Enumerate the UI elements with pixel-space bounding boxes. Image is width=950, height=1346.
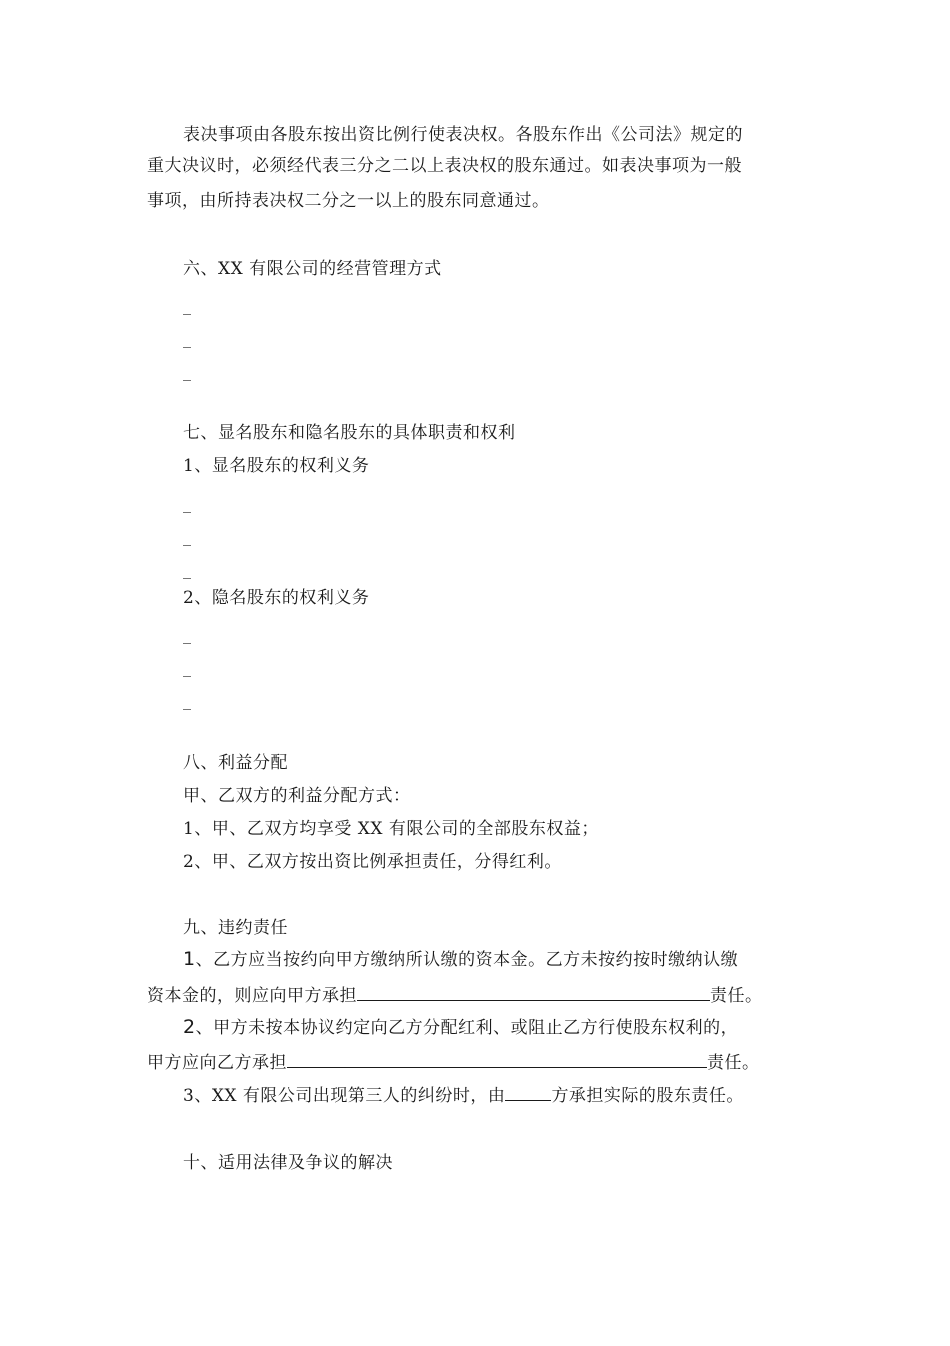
item-text: 、甲方未按本协议约定向乙方分配红利、或阻止乙方行使股东权利的， xyxy=(195,1018,739,1038)
list-item-continuation xyxy=(147,982,763,1008)
item-text: 责任。 xyxy=(710,986,763,1006)
list-item: 1、甲、乙双方均享受 XX 有限公司的全部股东权益； xyxy=(183,819,599,839)
placeholder-dash: _ xyxy=(183,658,191,677)
list-item xyxy=(183,947,738,972)
paragraph-line: 甲、乙双方的利益分配方式： xyxy=(183,786,411,806)
placeholder-dash: _ xyxy=(183,329,191,348)
section-heading: 七、显名股东和隐名股东的具体职责和权利 xyxy=(183,423,516,443)
paragraph-line: 表决事项由各股东按出资比例行使表决权。各股东作出《公司法》规定的 xyxy=(183,125,743,145)
list-item: 2、甲、乙双方按出资比例承担责任，分得红利。 xyxy=(183,852,562,872)
item-text: 责任。 xyxy=(707,1053,760,1073)
fill-in-blank xyxy=(505,1082,551,1101)
list-item-continuation xyxy=(147,1049,760,1075)
item-text: 、乙方应当按约向甲方缴纳所认缴的资本金。乙方未按约按时缴纳认缴 xyxy=(195,950,739,970)
sub-heading: 1、显名股东的权利义务 xyxy=(183,456,370,476)
item-text: 资本金的，则应向甲方承担 xyxy=(147,986,357,1006)
section-heading: 八、利益分配 xyxy=(183,753,288,773)
item-number: 1 xyxy=(183,948,196,970)
sub-heading: 2、隐名股东的权利义务 xyxy=(183,588,370,608)
paragraph-line: 重大决议时，必须经代表三分之二以上表决权的股东通过。如表决事项为一般 xyxy=(147,156,742,176)
section-heading: 九、违约责任 xyxy=(183,918,288,938)
item-number: 2 xyxy=(183,1016,196,1038)
item-text: 方承担实际的股东责任。 xyxy=(551,1086,744,1106)
list-item xyxy=(183,1015,738,1040)
list-item xyxy=(183,1082,744,1108)
item-text: 甲方应向乙方承担 xyxy=(147,1053,287,1073)
fill-in-blank xyxy=(287,1049,707,1068)
placeholder-dash: _ xyxy=(183,362,191,381)
paragraph-line: 事项，由所持表决权二分之一以上的股东同意通过。 xyxy=(147,191,550,211)
placeholder-dash: _ xyxy=(183,494,191,513)
placeholder-dash: _ xyxy=(183,296,191,315)
placeholder-dash: _ xyxy=(183,625,191,644)
placeholder-dash: _ xyxy=(183,691,191,710)
placeholder-dash: _ xyxy=(183,527,191,546)
placeholder-dash: _ xyxy=(183,560,191,579)
item-text: 3、XX 有限公司出现第三人的纠纷时，由 xyxy=(183,1086,506,1106)
section-heading: 十、适用法律及争议的解决 xyxy=(183,1153,393,1173)
fill-in-blank xyxy=(357,982,710,1001)
section-heading: 六、XX 有限公司的经营管理方式 xyxy=(183,259,442,279)
